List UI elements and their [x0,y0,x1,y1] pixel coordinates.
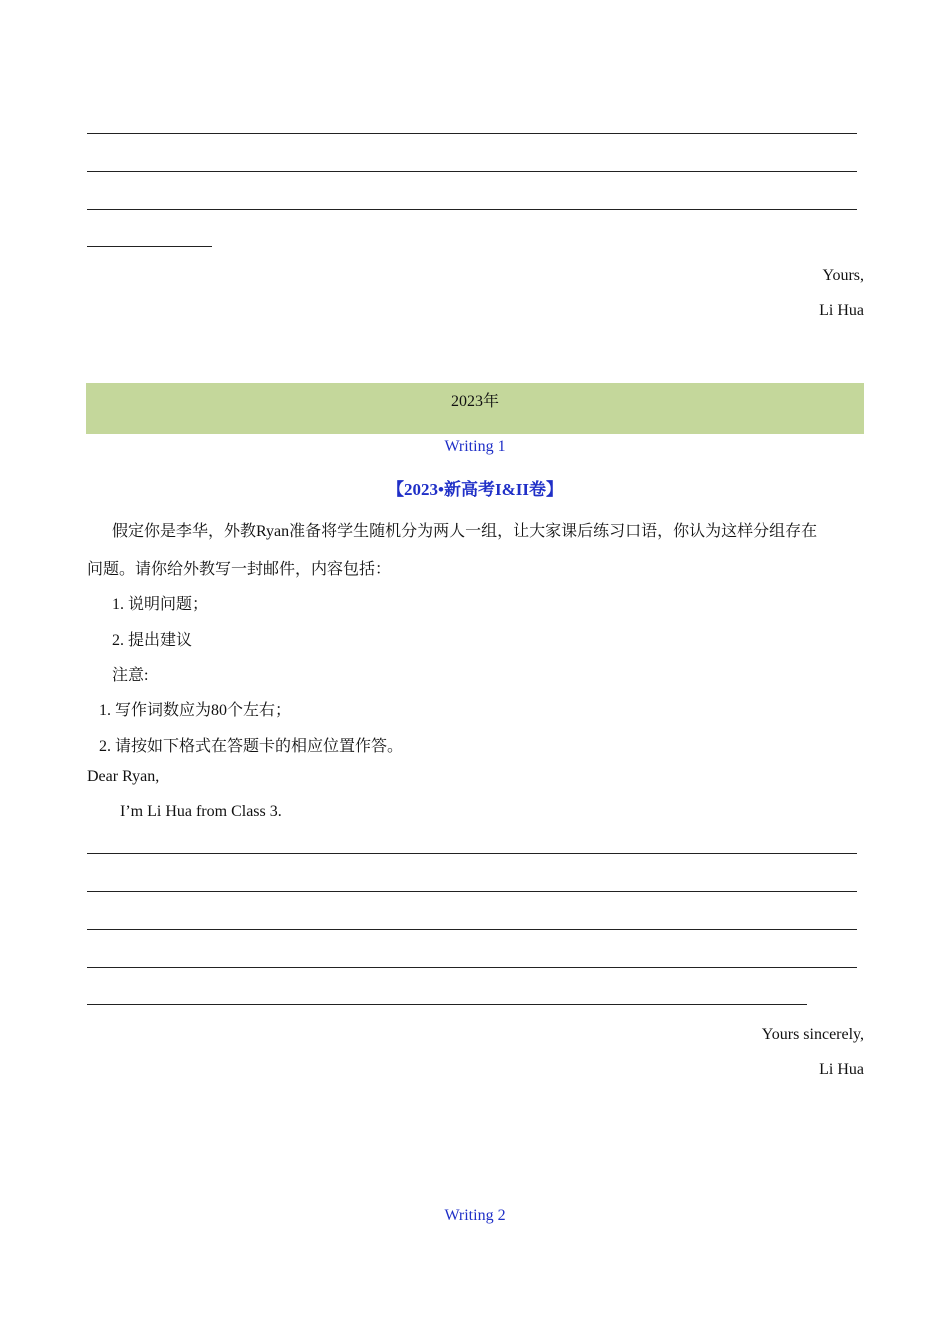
letter-closing: Yours, [822,267,864,284]
letter-signature: Li Hua [819,1061,864,1078]
answer-line [87,171,857,172]
year-section-band [86,383,864,434]
note-item-1: 1. 写作词数应为80个左右； [99,702,292,719]
writing-1-heading[interactable]: Writing 1 [444,438,506,455]
answer-line [87,133,857,134]
letter-opening: I’m Li Hua from Class 3. [120,803,282,820]
answer-line [87,891,857,892]
answer-line-short [87,1004,807,1005]
answer-line [87,929,857,930]
prompt-line-1: 假定你是李华，外教Ryan准备将学生随机分为两人一组，让大家课后练习口语，你认为这样分组存在 [112,523,818,540]
prompt-line-2: 问题。请你给外教写一封邮件，内容包括： [87,561,392,578]
writing-2-heading[interactable]: Writing 2 [444,1207,506,1224]
notes-label: 注意: [112,667,149,684]
note-item-2: 2. 请按如下格式在答题卡的相应位置作答。 [99,738,404,755]
answer-line [87,853,857,854]
answer-line-short [87,246,212,247]
letter-signature: Li Hua [819,302,864,319]
letter-salutation: Dear Ryan, [87,768,160,785]
exam-title: 【2023•新高考I&II卷】 [387,480,563,499]
answer-line [87,209,857,210]
answer-line [87,967,857,968]
year-label: 2023年 [450,393,499,410]
task-item-2: 2. 提出建议 [112,632,193,649]
task-item-1: 1. 说明问题； [112,596,209,613]
letter-closing: Yours sincerely, [761,1026,864,1043]
